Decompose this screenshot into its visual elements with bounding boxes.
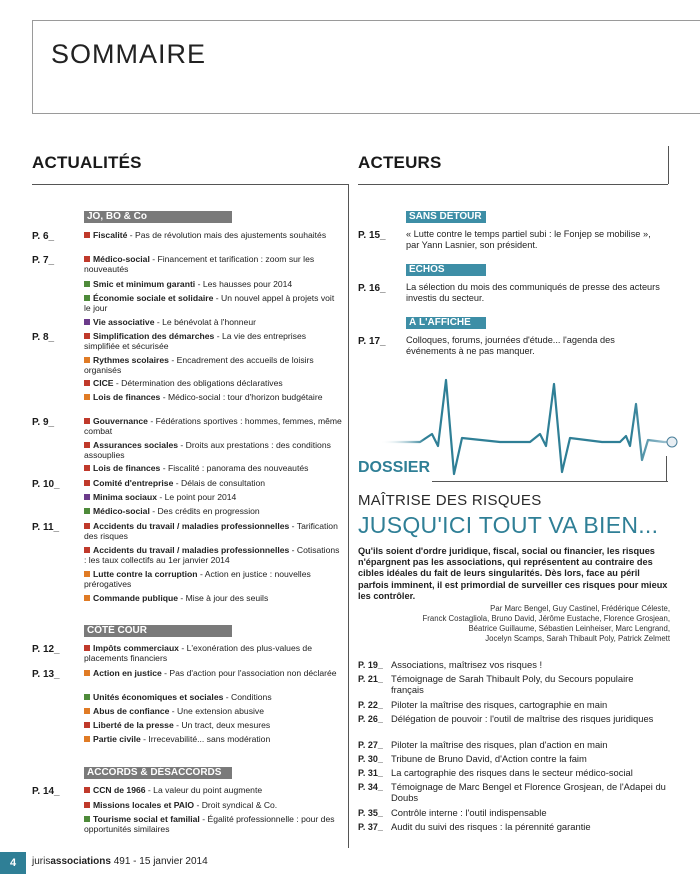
rule-actualites — [32, 184, 348, 185]
jo-entry — [84, 317, 342, 327]
jo-entry-text: - Encadrement des accueils de loisirs organisés — [84, 355, 314, 376]
section-bar-echos: ÉCHOS — [406, 264, 486, 276]
footer-page-number: 4 — [0, 852, 26, 874]
section-heading-actualites: ACTUALITÉS — [32, 153, 142, 172]
bullet-square-icon — [84, 523, 90, 529]
jo-entry-text: - Pas de révolution mais des ajustements souhaités — [127, 230, 327, 240]
dossier-item-page: P. 34_ — [358, 782, 383, 792]
cote-entry — [84, 643, 342, 664]
section-bar-accords: ACCORDS & DÉSACCORDS — [84, 767, 232, 779]
jo-page-number: P. 9_ — [32, 417, 55, 428]
bullet-square-icon — [84, 595, 90, 601]
jo-entry-keyword: Accidents du travail / maladies professionnelles — [93, 521, 290, 531]
dossier-item-page: P. 21_ — [358, 674, 383, 684]
jo-entry — [84, 355, 342, 376]
jo-entry — [84, 416, 342, 437]
jo-page-number: P. 6_ — [32, 231, 55, 242]
bullet-square-icon — [84, 357, 90, 363]
cote-entry-keyword: Impôts commerciaux — [93, 643, 179, 653]
jo-entry — [84, 521, 342, 542]
bullet-square-icon — [84, 232, 90, 238]
bullet-square-icon — [84, 442, 90, 448]
title-box — [32, 20, 700, 114]
jo-page-number: P. 10_ — [32, 479, 60, 490]
accords-entry-keyword: Tourisme social et familial — [93, 814, 200, 824]
jo-entry — [84, 378, 342, 388]
jo-entry-keyword: Comité d'entreprise — [93, 478, 174, 488]
jo-entry-text: - Action en justice : nouvelles prérogatives — [84, 569, 311, 590]
jo-entry-text: - Le point pour 2014 — [157, 492, 237, 502]
jo-entry-keyword: Vie associative — [93, 317, 155, 327]
dossier-item-page: P. 31_ — [358, 768, 383, 778]
jo-entry-keyword: Commande publique — [93, 593, 178, 603]
jo-entry-keyword: Fiscalité — [93, 230, 128, 240]
bullet-square-icon — [84, 802, 90, 808]
jo-entry-keyword: Lois de finances — [93, 392, 161, 402]
acteur-text-echos: La sélection du mois des communiqués de presse des acteurs investis du secteur. — [406, 282, 660, 303]
jo-entry-text: - La vie des entreprises simplifiée et sécurisée — [84, 331, 307, 352]
bullet-square-icon — [84, 319, 90, 325]
author-line: Béatrice Guillaume, Sébastien Leinheiser, Marc Lengrand, — [468, 624, 670, 633]
dossier-lead: Qu'ils soient d'ordre juridique, fiscal, social ou financier, les risques n'épargnent pas les associations, qui représentent au contraire des cibles idéales du fait de leurs singularités. Dès lors, face au péril parfois imminent, il est primordial de surveiller ces risques pour mieux les contrôler. — [358, 546, 668, 601]
jo-entry — [84, 230, 342, 240]
jo-entry-keyword: Économie sociale et solidaire — [93, 293, 214, 303]
accords-entry — [84, 800, 342, 810]
accords-entry — [84, 814, 342, 835]
bullet-square-icon — [84, 722, 90, 728]
footer-pub-issue: 491 - 15 janvier 2014 — [113, 856, 208, 867]
jo-entry-keyword: Lois de finances — [93, 463, 161, 473]
author-line: Jocelyn Scamps, Sarah Thibault Poly, Patrick Zelmett — [485, 634, 670, 643]
cote-entry-keyword: Action en justice — [93, 668, 162, 678]
dossier-headline: JUSQU'ICI TOUT VA BIEN... — [358, 512, 659, 538]
section-bar-a-laffiche: À L'AFFICHE — [406, 317, 486, 329]
jo-entry-text: - Détermination des obligations déclaratives — [113, 378, 283, 388]
jo-entry — [84, 593, 342, 603]
rule-dossier — [432, 481, 668, 482]
jo-entry-keyword: Smic et minimum garanti — [93, 279, 196, 289]
bullet-square-icon — [84, 465, 90, 471]
cote-entry — [84, 668, 342, 678]
dossier-item-title: Associations, maîtrisez vos risques ! — [391, 659, 543, 670]
bullet-square-icon — [84, 418, 90, 424]
dossier-item-title: Témoignage de Marc Bengel et Florence Grosjean, de l'Adapei du Doubs — [391, 781, 666, 803]
cote-entry — [84, 720, 342, 730]
cote-page-number: P. 12_ — [32, 644, 60, 655]
cote-entry-text: - L'exonération des plus-values de placements financiers — [84, 643, 312, 664]
bullet-square-icon — [84, 480, 90, 486]
bullet-square-icon — [84, 670, 90, 676]
jo-entry — [84, 293, 342, 314]
cote-entry-keyword: Partie civile — [93, 734, 141, 744]
dossier-item-title: Délégation de pouvoir : l'outil de maîtrise des risques juridiques — [391, 713, 654, 724]
jo-entry-keyword: CICE — [93, 378, 114, 388]
bullet-square-icon — [84, 708, 90, 714]
dossier-item-page: P. 37_ — [358, 822, 383, 832]
jo-entry — [84, 392, 342, 402]
accords-entry — [84, 785, 342, 795]
dossier-item-page: P. 26_ — [358, 714, 383, 724]
jo-entry-text: - Médico-social : tour d'horizon budgétaire — [160, 392, 323, 402]
jo-entry-text: - Un nouvel appel à projets voit le jour — [84, 293, 335, 314]
jo-entry-keyword: Minima sociaux — [93, 492, 157, 502]
jo-entry-text: - Cotisations : les taux collectifs au 1er janvier 2014 — [84, 545, 340, 566]
footer-pub-pre: juris — [32, 856, 51, 867]
dossier-label: DOSSIER — [358, 459, 431, 476]
acteur-text-a-laffiche: Colloques, forums, journées d'étude... l'agenda des événements à ne pas manquer. — [406, 335, 615, 356]
footer-pub-brand: associations — [50, 856, 111, 867]
cote-entry — [84, 706, 342, 716]
cote-entry-keyword: Abus de confiance — [93, 706, 170, 716]
jo-entry — [84, 569, 342, 590]
jo-entry-keyword: Accidents du travail / maladies professionnelles — [93, 545, 290, 555]
dossier-item-title: La cartographie des risques dans le secteur médico-social — [391, 767, 633, 778]
jo-entry-text: - Délais de consultation — [173, 478, 266, 488]
jo-entry-text: - Tarification des risques — [84, 521, 338, 542]
jo-entry — [84, 463, 342, 473]
bullet-square-icon — [84, 816, 90, 822]
accords-page-number: P. 14_ — [32, 786, 60, 797]
jo-page-number: P. 11_ — [32, 522, 60, 533]
dossier-item-page: P. 35_ — [358, 808, 383, 818]
jo-page-number: P. 8_ — [32, 332, 55, 343]
jo-entry-keyword: Lutte contre la corruption — [93, 569, 198, 579]
footer-publication — [32, 856, 208, 867]
section-bar-cote-cour: CÔTÉ COUR — [84, 625, 232, 637]
dossier-item-title: Contrôle interne : l'outil indispensable — [391, 807, 547, 818]
jo-entry — [84, 478, 342, 488]
bullet-square-icon — [84, 736, 90, 742]
acteur-page-17: P. 17_ — [358, 336, 386, 347]
dossier-item-title: Piloter la maîtrise des risques, plan d'action en main — [391, 739, 608, 750]
section-bar-jo: JO, BO & Co — [84, 211, 232, 223]
jo-entry — [84, 254, 342, 275]
bullet-square-icon — [84, 295, 90, 301]
jo-entry — [84, 331, 342, 352]
cote-entry-text: - Irrecevabilité... sans modération — [140, 734, 271, 744]
bullet-square-icon — [84, 333, 90, 339]
jo-entry — [84, 492, 342, 502]
cote-entry-text: - Pas d'action pour l'association non déclarée — [161, 668, 337, 678]
bullet-square-icon — [84, 508, 90, 514]
cote-entry-text: - Un tract, deux mesures — [173, 720, 271, 730]
bullet-square-icon — [84, 281, 90, 287]
jo-entry-keyword: Gouvernance — [93, 416, 148, 426]
acteur-page-16: P. 16_ — [358, 283, 386, 294]
jo-entry-text: - Fédérations sportives : hommes, femmes, même combat — [84, 416, 342, 437]
jo-entry-text: - Fiscalité : panorama des nouveautés — [160, 463, 309, 473]
dossier-item-page: P. 27_ — [358, 740, 383, 750]
author-line: Par Marc Bengel, Guy Castinel, Frédérique Céleste, — [490, 604, 670, 613]
jo-entry-keyword: Médico-social — [93, 506, 150, 516]
jo-entry-keyword: Simplification des démarches — [93, 331, 215, 341]
cote-page-number: P. 13_ — [32, 669, 60, 680]
bullet-square-icon — [84, 787, 90, 793]
bullet-square-icon — [84, 547, 90, 553]
jo-entry-text: - Des crédits en progression — [149, 506, 260, 516]
jo-entry-text: - Financement et tarification : zoom sur les nouveautés — [84, 254, 315, 275]
bullet-square-icon — [84, 380, 90, 386]
rule-acteurs-vertical — [668, 146, 669, 184]
accords-entry-text: - Droit syndical & Co. — [194, 800, 278, 810]
section-heading-acteurs: ACTEURS — [358, 153, 442, 172]
jo-entry-keyword: Assurances sociales — [93, 440, 179, 450]
jo-entry — [84, 545, 342, 566]
dossier-item-title: Piloter la maîtrise des risques, cartographie en main — [391, 699, 608, 710]
jo-entry-text: - Droits aux prestations : des conditions assouplies — [84, 440, 331, 461]
dossier-authors — [380, 604, 670, 644]
jo-entry-keyword: Médico-social — [93, 254, 150, 264]
jo-entry-text: - Les hausses pour 2014 — [195, 279, 293, 289]
dossier-kicker: MAÎTRISE DES RISQUES — [358, 492, 542, 509]
accords-entry-keyword: CCN de 1966 — [93, 785, 146, 795]
dossier-item-page: P. 30_ — [358, 754, 383, 764]
dossier-item-title: Tribune de Bruno David, d'Action contre la faim — [391, 753, 587, 764]
bullet-square-icon — [84, 645, 90, 651]
jo-entry-text: - Le bénévolat à l'honneur — [154, 317, 256, 327]
cote-entry — [84, 692, 342, 702]
jo-entry — [84, 440, 342, 461]
accords-entry-text: - La valeur du point augmente — [145, 785, 263, 795]
dossier-item-title: Témoignage de Sarah Thibault Poly, du Secours populaire français — [391, 673, 634, 695]
rule-acteurs — [358, 184, 668, 185]
author-line: Franck Costagliola, Bruno David, Jérôme Eustache, Florence Grosjean, — [422, 614, 670, 623]
bullet-square-icon — [84, 571, 90, 577]
accords-entry-text: - Égalité professionnelle : pour des opportunités similaires — [84, 814, 335, 835]
jo-entry — [84, 506, 342, 516]
dossier-item-page: P. 22_ — [358, 700, 383, 710]
bullet-square-icon — [84, 256, 90, 262]
jo-entry-keyword: Rythmes scolaires — [93, 355, 169, 365]
acteur-page-15: P. 15_ — [358, 230, 386, 241]
jo-page-number: P. 7_ — [32, 255, 55, 266]
rule-actualites-vertical — [348, 184, 349, 848]
dossier-item-title: Audit du suivi des risques : la pérennité garantie — [391, 821, 591, 832]
section-bar-sans-detour: SANS DÉTOUR — [406, 211, 486, 223]
jo-entry-text: - Mise à jour des seuils — [178, 593, 269, 603]
cote-entry-text: - Conditions — [223, 692, 272, 702]
bullet-square-icon — [84, 694, 90, 700]
cote-entry-text: - Une extension abusive — [169, 706, 264, 716]
bullet-square-icon — [84, 494, 90, 500]
bullet-square-icon — [84, 394, 90, 400]
cote-entry-keyword: Unités économiques et sociales — [93, 692, 224, 702]
cote-entry-keyword: Liberté de la presse — [93, 720, 174, 730]
jo-entry — [84, 279, 342, 289]
dossier-item-page: P. 19_ — [358, 660, 383, 670]
acteur-text-sans-detour: « Lutte contre le temps partiel subi : le Fonjep se mobilise », par Yann Lasnier, son président. — [406, 229, 651, 250]
accords-entry-keyword: Missions locales et PAIO — [93, 800, 195, 810]
cote-entry — [84, 734, 342, 744]
page-title: SOMMAIRE — [51, 39, 207, 69]
